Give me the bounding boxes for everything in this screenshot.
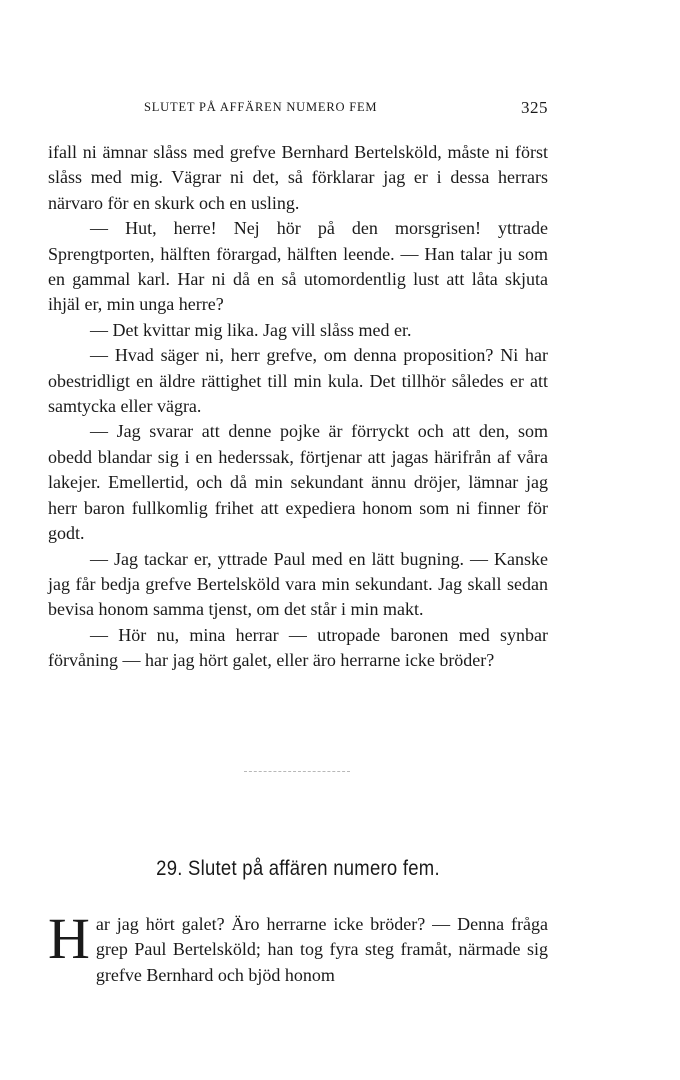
- chapter-opening-text: ar jag hört galet? Äro herrarne icke bröder? — Denna fråga grep Paul Bertelsköld; han tog fyra steg framåt, närmade sig grefve Bernhard och bjöd honom: [95, 914, 548, 985]
- chapter-title: 29. Slutet på affären numero fem.: [156, 857, 440, 880]
- chapter-paragraph: [48, 906, 548, 988]
- paragraph: — Hvad säger ni, herr grefve, om denna proposition? Ni har obestridligt en äldre rättighet till min kula. Det tillhör således er att samtycka eller vägra.: [48, 345, 548, 417]
- running-title: SLUTET PÅ AFFÄREN NUMERO FEM: [144, 100, 378, 114]
- drop-cap: H: [48, 906, 90, 971]
- paragraph: — Det kvittar mig lika. Jag vill slåss med er.: [90, 319, 412, 340]
- page-number: 325: [521, 98, 548, 117]
- paragraph: — Jag svarar att denne pojke är förryckt och att den, som obedd blandar sig i en hederssak, förtjenar att jagas härifrån af våra lakejer. Emellertid, och då min sekundant ännu dröjer, lämnar jag herr baron fullkomlig frihet att expediera honom som ni finner för godt.: [48, 421, 548, 544]
- paragraph: — Hör nu, mina herrar — utropade baronen med synbar förvåning — har jag hört galet, eller äro herrarne icke bröder?: [48, 624, 548, 671]
- body-text: [48, 140, 548, 674]
- paragraph: ifall ni ämnar slåss med grefve Bernhard Bertelsköld, måste ni först slåss med mig. Vägrar ni det, så förklarar jag er i dessa herrars närvaro för en skurk och en usling.: [48, 142, 548, 213]
- section-separator: [244, 771, 350, 772]
- chapter-opening: [48, 906, 548, 988]
- paragraph: — Jag tackar er, yttrade Paul med en lätt bugning. — Kanske jag får bedja grefve Bertelsköld vara min sekundant. Jag skall sedan bevisa honom samma tjenst, om det står i min makt.: [48, 548, 548, 620]
- running-header: [48, 98, 548, 120]
- paragraph: — Hut, herre! Nej hör på den morsgrisen! yttrade Sprengtporten, hälften förargad, hälften leende. — Han talar ju som en gammal karl. Har ni då en så utomordentlig lust att låta skjuta ihjäl er, min unga herre?: [48, 218, 548, 315]
